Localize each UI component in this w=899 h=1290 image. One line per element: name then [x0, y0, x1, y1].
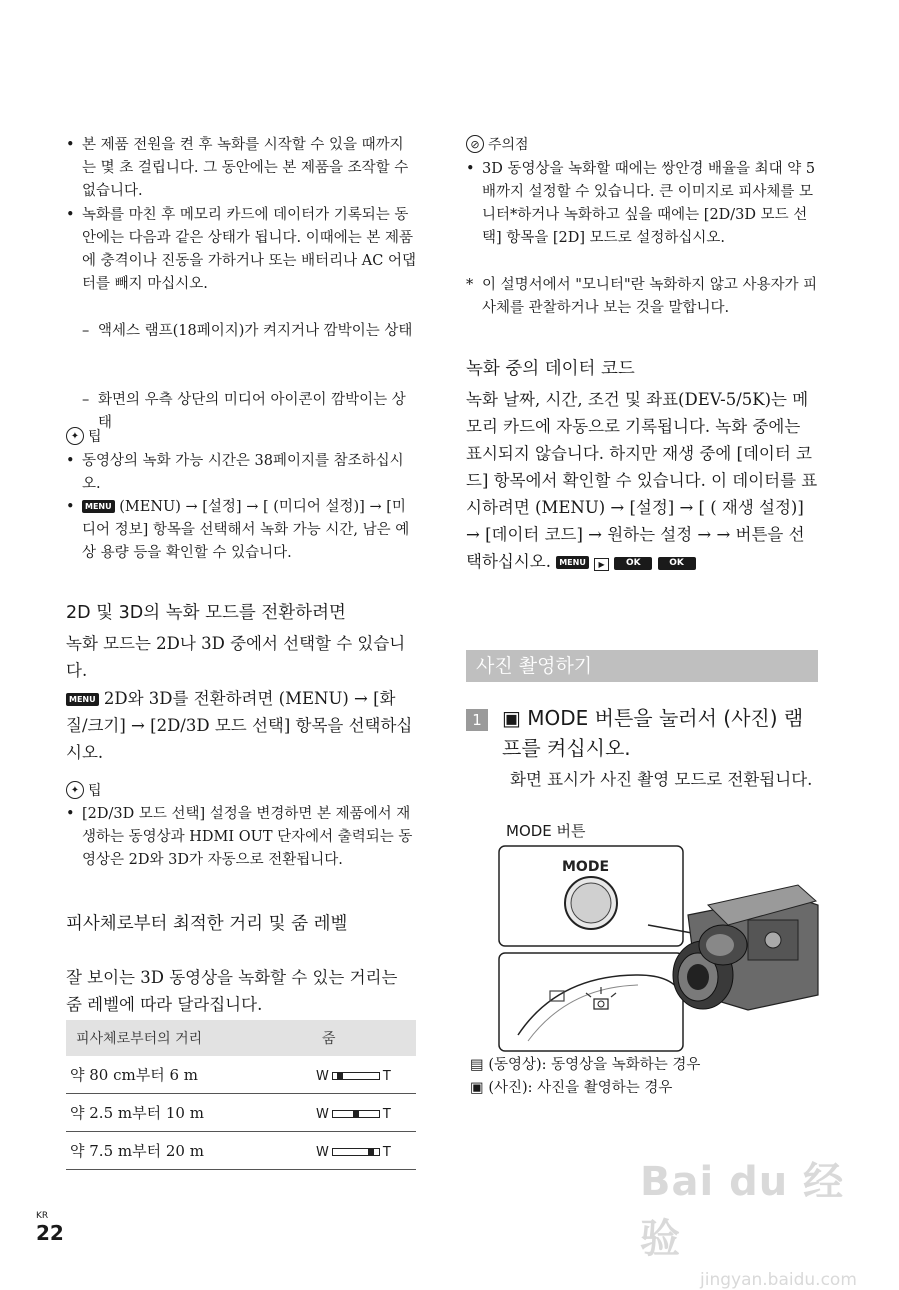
lightbulb-icon: ✦ [66, 781, 84, 799]
tip-item: • [2D/3D 모드 선택] 설정을 변경하면 본 제품에서 재생하는 동영상과 HDMI OUT 단자에서 출력되는 동영상은 2D와 3D가 자동으로 전환됩니다. [66, 806, 413, 868]
heading-distance-zoom: 피사체로부터 최적한 거리 및 줌 레벨 [66, 914, 348, 934]
zoom-bar [332, 1072, 380, 1080]
section-title-bar: 사진 촬영하기 [466, 650, 818, 682]
heading-2d3d: 2D 및 3D의 녹화 모드를 전환하려면 [66, 603, 346, 623]
play-icon: ▶ [594, 558, 609, 571]
left-column [66, 0, 416, 1160]
camcorder [673, 885, 818, 1010]
dash-item: – 액세스 램프(18페이지)가 켜지거나 깜박이는 상태 [82, 323, 413, 339]
watermark-url: jingyan.baidu.com [700, 1270, 857, 1290]
zoom-indicator: W T [316, 1106, 391, 1122]
camera-icon: ▣ [502, 706, 521, 730]
dash-item: – 화면의 우측 상단의 미디어 아이콘이 깜박이는 상태 [82, 392, 406, 431]
tip-heading: ✦ 팁 [66, 780, 102, 800]
mode-button-label: MODE 버튼 [506, 822, 586, 840]
table-row: 약 2.5 m부터 10 m W T [66, 1094, 416, 1132]
menu-button-icon: MENU [66, 693, 99, 706]
zoom-level-marker [353, 1111, 359, 1117]
mode-text-on-body: MODE [562, 859, 610, 875]
caution-heading: ⊘ 주의점 [466, 134, 529, 154]
lightbulb-icon: ✦ [66, 427, 84, 445]
tip-heading: ✦ 팁 [66, 426, 102, 446]
zoom-bar [332, 1148, 380, 1156]
step-instruction: ▣ MODE 버튼을 눌러서 (사진) 램프를 켜십시오. [502, 706, 804, 760]
bullet-item: • 본 제품 전원을 켠 후 녹화를 시작할 수 있을 때까지는 몇 초 걸립니다. 그 동안에는 본 제품을 조작할 수 없습니다. [66, 137, 409, 199]
zoom-level-marker [368, 1149, 374, 1155]
zoom-bar [332, 1110, 380, 1118]
step-description: 화면 표시가 사진 촬영 모드로 전환됩니다. [510, 770, 813, 789]
watermark-brand: Bai du 经验 [640, 1159, 845, 1262]
paragraph-data-code: 녹화 날짜, 시간, 조건 및 좌표(DEV-5/5K)는 메모리 카드에 자동으로 기록됩니다. 녹화 중에는 표시되지 않습니다. 하지만 재생 중에 [데이터 코드] 항목에서 확인할 수 있습니다. 이 데이터를 표시하려면 (MENU) → [설정] → [ ( 재생 설정)] → [데이터 코드] → 원하는 설정 → → 버튼을 선택하십시오. MENU ▶ OK OK [466, 390, 818, 571]
legend-photo: ▣ (사진): 사진을 촬영하는 경우 [470, 1080, 673, 1096]
caution-item: • 3D 동영상을 녹화할 때에는 쌍안경 배율을 최대 약 5배까지 설정할 수 있습니다. 큰 이미지로 피사체를 모니터*하거나 녹화하고 싶을 때에는 [2D/3D 모드 선택] 항목을 [2D] 모드로 설정하십시오. [466, 161, 816, 246]
distance-zoom-table [66, 1020, 416, 1170]
table-header-row: 피사체로부터의 거리 줌 [66, 1020, 416, 1056]
paragraph: MENU 2D와 3D를 전환하려면 (MENU) → [화질/크기] → [2D/3D 모드 선택] 항목을 선택하십시오. [66, 689, 413, 762]
menu-button-icon: MENU [82, 500, 115, 513]
film-icon: ▤ [470, 1057, 484, 1073]
page-number: 22 [36, 1221, 64, 1245]
menu-button-icon: MENU [556, 556, 589, 569]
tip-item: • 동영상의 녹화 가능 시간은 38페이지를 참조하십시오. [66, 453, 404, 492]
paragraph: 잘 보이는 3D 동영상을 녹화할 수 있는 거리는 줌 레벨에 따라 달라집니다. [66, 968, 398, 1014]
footnote: * 이 설명서에서 "모니터"란 녹화하지 않고 사용자가 피사체를 관찰하거나 보는 것을 말합니다. [466, 277, 818, 316]
ok-button-icon: OK [614, 557, 652, 570]
zoom-level-marker [337, 1073, 343, 1079]
legend-movie: ▤ (동영상): 동영상을 녹화하는 경우 [470, 1057, 701, 1073]
camcorder-illustration [498, 845, 820, 1053]
zoom-indicator: W T [316, 1144, 391, 1160]
language-code: KR [36, 1211, 49, 1221]
table-row: 약 7.5 m부터 20 m W T [66, 1132, 416, 1170]
ok-button-icon: OK [658, 557, 696, 570]
camera-icon: ▣ [470, 1080, 484, 1096]
caution-icon: ⊘ [466, 135, 484, 153]
step-number: 1 [466, 709, 488, 731]
bullet-item: • 녹화를 마친 후 메모리 카드에 데이터가 기록되는 동안에는 다음과 같은 상태가 됩니다. 이때에는 본 제품에 충격이나 진동을 가하거나 또는 배터리나 AC 어댑터를 빼지 마십시오. [66, 207, 416, 292]
zoom-indicator: W T [316, 1068, 391, 1084]
heading-data-code: 녹화 중의 데이터 코드 [466, 359, 635, 379]
tip-item: • MENU (MENU) → [설정] → [ (미디어 설정)] → [미디어 정보] 항목을 선택해서 녹화 가능 시간, 남은 예상 용량 등을 확인할 수 있습니다. [66, 499, 410, 561]
paragraph: 녹화 모드는 2D나 3D 중에서 선택할 수 있습니다. [66, 634, 406, 680]
watermark [640, 1150, 860, 1290]
table-row: 약 80 cm부터 6 m W T [66, 1056, 416, 1094]
